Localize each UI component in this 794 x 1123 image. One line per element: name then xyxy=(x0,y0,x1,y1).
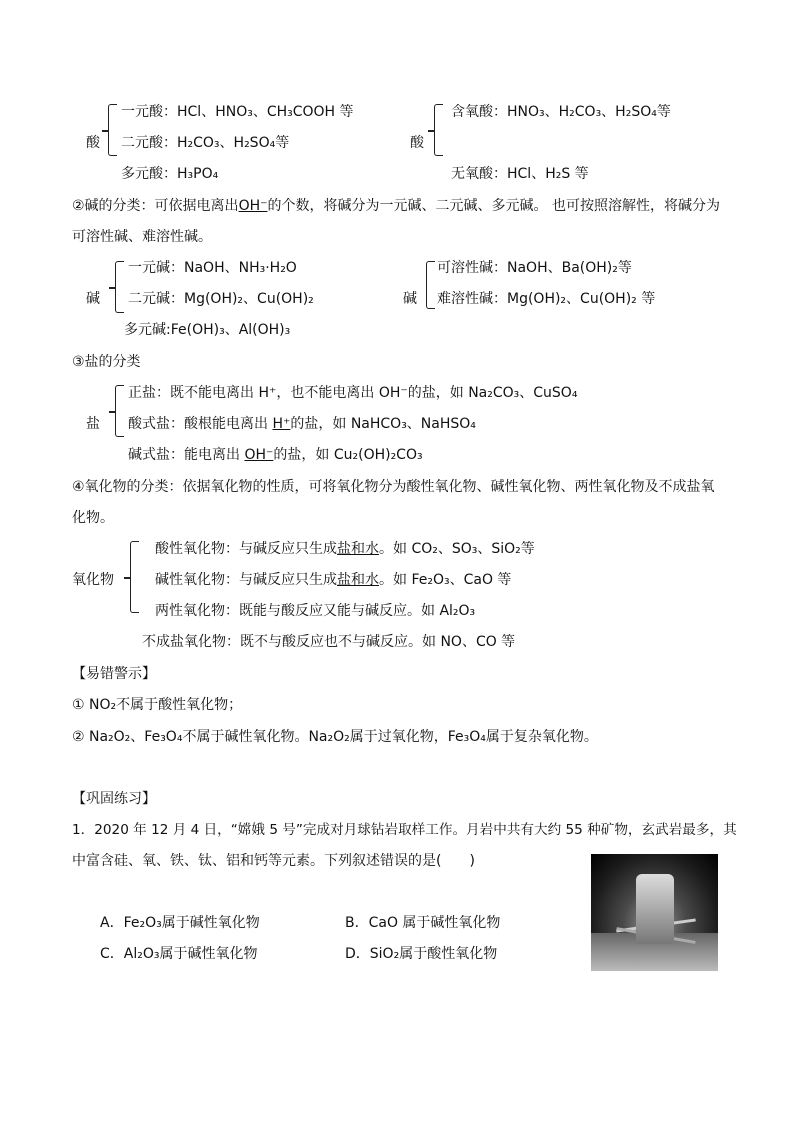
acid-poly: 多元酸：H₃PO₄ xyxy=(121,166,219,182)
option-d[interactable]: D．SiO₂属于酸性氧化物 xyxy=(345,946,498,962)
salt-heading: ③盐的分类 xyxy=(72,354,141,370)
oxide-brace xyxy=(130,541,139,613)
acid-nonoxy: 无氧酸：HCl、H₂S 等 xyxy=(451,166,589,182)
salt-basic: 碱式盐：能电离出 OH⁻的盐，如 Cu₂(OH)₂CO₃ xyxy=(128,447,423,463)
salt-normal: 正盐：既不能电离出 H⁺，也不能电离出 OH⁻的盐，如 Na₂CO₃、CuSO₄ xyxy=(128,385,578,401)
lunar-lander-photo xyxy=(591,854,718,971)
acid-di: 二元酸：H₂CO₃、H₂SO₄等 xyxy=(121,135,290,151)
base-intro-line1: ②碱的分类：可依据电离出OH⁻的个数，将碱分为一元碱、二元碱、多元碱。 也可按照溶解性，将碱分为 xyxy=(72,198,720,214)
acid-label-right: 酸 xyxy=(410,135,424,151)
base-brace-right xyxy=(426,261,435,309)
option-c[interactable]: C．Al₂O₃属于碱性氧化物 xyxy=(100,946,258,962)
salt-label: 盐 xyxy=(86,416,100,432)
salt-acid: 酸式盐：酸根能电离出 H⁺的盐，如 NaHCO₃、NaHSO₄ xyxy=(128,416,476,432)
acid-mono: 一元酸：HCl、HNO₃、CH₃COOH 等 xyxy=(121,104,354,120)
oxide-amph: 两性氧化物：既能与酸反应又能与碱反应。如 Al₂O₃ xyxy=(155,603,476,619)
salt-brace xyxy=(115,385,124,437)
warning-item-1: ① NO₂不属于酸性氧化物； xyxy=(72,697,243,713)
lander-body xyxy=(636,874,674,944)
oxide-intro-line2: 化物。 xyxy=(72,510,114,526)
base-mono: 一元碱：NaOH、NH₃·H₂O xyxy=(128,260,297,276)
practice-heading: 【巩固练习】 xyxy=(72,791,156,807)
base-intro-line2: 可溶性碱、难溶性碱。 xyxy=(72,229,212,245)
oxide-nonsalt: 不成盐氧化物：既不与酸反应也不与碱反应。如 NO、CO 等 xyxy=(142,634,516,650)
option-b[interactable]: B．CaO 属于碱性氧化物 xyxy=(345,915,501,931)
base-label-right: 碱 xyxy=(403,291,417,307)
base-brace-left xyxy=(115,261,124,313)
oxide-acidic: 酸性氧化物：与碱反应只生成盐和水。如 CO₂、SO₃、SiO₂等 xyxy=(155,541,535,557)
base-soluble: 可溶性碱：NaOH、Ba(OH)₂等 xyxy=(437,260,632,276)
acid-oxy: 含氧酸：HNO₃、H₂CO₃、H₂SO₄等 xyxy=(451,104,671,120)
base-poly: 多元碱:Fe(OH)₃、Al(OH)₃ xyxy=(124,322,291,338)
acid-brace-left xyxy=(108,104,117,156)
question-line-2: 中富含硅、氧、铁、钛、铝和钙等元素。下列叙述错误的是( ) xyxy=(72,853,475,869)
warning-item-2: ② Na₂O₂、Fe₃O₄不属于碱性氧化物。Na₂O₂属于过氧化物，Fe₃O₄属于复杂氧化物。 xyxy=(72,729,598,745)
acid-label-left: 酸 xyxy=(86,135,100,151)
option-a[interactable]: A．Fe₂O₃属于碱性氧化物 xyxy=(100,915,260,931)
base-insoluble: 难溶性碱：Mg(OH)₂、Cu(OH)₂ 等 xyxy=(437,291,656,307)
oxide-basic: 碱性氧化物：与碱反应只生成盐和水。如 Fe₂O₃、CaO 等 xyxy=(155,572,512,588)
warning-heading: 【易错警示】 xyxy=(72,666,156,682)
question-line-1: 1．2020 年 12 月 4 日，“嫦娥 5 号”完成对月球钻岩取样工作。月岩中共有大约 55 种矿物，玄武岩最多，其 xyxy=(72,822,737,838)
oxide-intro-line1: ④氧化物的分类：依据氧化物的性质，可将氧化物分为酸性氧化物、碱性氧化物、两性氧化物及不成盐氧 xyxy=(72,479,715,495)
base-di: 二元碱：Mg(OH)₂、Cu(OH)₂ xyxy=(128,291,314,307)
oxide-label: 氧化物 xyxy=(72,572,114,588)
base-label-left: 碱 xyxy=(86,291,100,307)
acid-brace-right xyxy=(434,104,443,156)
